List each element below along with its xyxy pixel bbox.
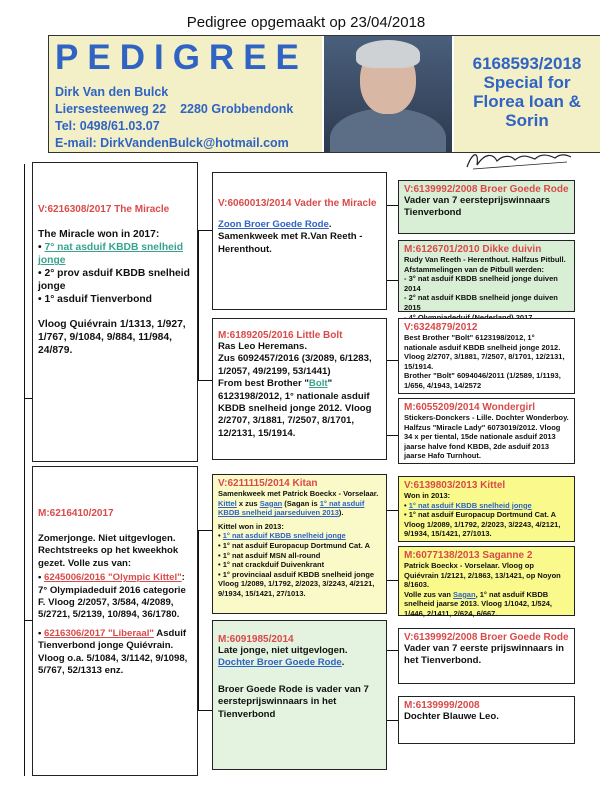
sds-ring: V:6324879/2012 <box>404 322 478 333</box>
sire-bullet-3: • 1° asduif Tienverbond <box>38 294 152 306</box>
dam-sire-win-4: • 1° nat crackduif Duivenkrant <box>218 560 325 570</box>
sire-sire-link[interactable]: Zoon Broer Goede Rode <box>218 219 329 230</box>
breeder-phone: Tel: 0498/61.03.07 <box>55 119 160 133</box>
dsd-line-1: Patrick Boeckx - Vorselaar. Vloog op Quiévrain 1/2121, 2/1863, 13/1421, op Noyon 8/1603. <box>404 561 561 590</box>
dam-dam-box <box>212 620 387 770</box>
sdd-line-2: Halfzus "Miracle Lady" 6073019/2012. Vloog 34 x per tiental, 15de nationale asduif 2013 jaarse halve fond KBDB, 2de asduif 2013 jaarse Hafo Turnhout. <box>404 422 561 461</box>
tree-line-ss <box>198 230 212 231</box>
tree-line-ds <box>198 530 212 531</box>
dam-sire-win-2: • 1° nat asduif Europacup Dortmund Cat. A <box>218 540 371 550</box>
dss-box <box>398 476 575 542</box>
dam-bullet-2: • 6216306/2017 "Liberaal" Asduif Tienverbond jonge Quiévrain. Vloog o.a. 5/1084, 3/1142, 9/1098, 5/767, 52/1313 enz. <box>38 627 188 677</box>
dam-dam-line-2: Broer Goede Rode is vader van 7 eersteprijswinnaars in het Tienverbond <box>218 683 369 720</box>
dam-sire-win-1: • 1° nat asduif KBDB snelheid jonge <box>218 531 346 541</box>
dam-sire-won-head: Kittel won in 2013: <box>218 521 284 531</box>
ssd-line-4: - 2° nat asduif KBDB snelheid jonge duiven 2015 <box>404 293 558 312</box>
dam-sire-sagan-link[interactable]: Sagan <box>259 498 283 508</box>
sds-line-1: Best Brother "Bolt" 6123198/2012, 1° nationale asduif KBDB snelheid jonge 2012. Vloog 2/2707, 3/1881, 7/2507, 8/1701, 12/2131, 15/1914. <box>404 333 565 371</box>
sdd-line-1: Stickers-Donckers - Lille. Dochter Wonderboy. <box>404 413 569 422</box>
sire-bullet-2-text: 2° prov asduif KBDB snelheid jonge <box>38 268 190 293</box>
dam-bullet-2-link[interactable]: 6216306/2017 "Liberaal" <box>44 627 154 639</box>
breeder-street: Liersesteenweg 22 <box>55 102 167 116</box>
ssd-ring: M:6126701/2010 Dikke duivin <box>404 244 542 255</box>
sire-bullet-1: • 7° nat asduif KBDB snelheid jonge <box>38 242 184 267</box>
dss-bullet-1: • 1° nat asduif KBDB snelheid jonge <box>404 500 532 510</box>
sdd-ring: M:6055209/2014 Wondergirl <box>404 402 535 413</box>
tree-line-ssd <box>387 280 398 281</box>
breeder-email: E-mail: DirkVandenBulck@hotmail.com <box>55 136 289 150</box>
dss-races: Vloog 1/2089, 1/1792, 2/2023, 3/2243, 4/2121, 9/1934, 15/1421, 27/1013. <box>404 519 561 539</box>
tree-line-dam-branch <box>198 530 199 710</box>
sdd-box <box>398 398 575 464</box>
dam-sire-win-1-link[interactable]: 1° nat asduif KBDB snelheid jonge <box>222 531 346 541</box>
dss-line-1: Won in 2013: <box>404 491 451 500</box>
dam-description: Zomerjonge. Niet uitgevlogen. Rechtstreeks op het kweekhok gezet. Volle zus van: <box>38 533 179 569</box>
breeder-name: Dirk Van den Bulck <box>55 85 169 99</box>
sire-bullet-1-link[interactable]: 7° nat asduif KBDB snelheid jonge <box>38 242 184 267</box>
dam-sire-box <box>212 474 387 614</box>
dss-bullet-2-text: 1° nat asduif Europacup Dortmund Cat. A <box>408 510 557 520</box>
tree-line-sds <box>387 360 398 361</box>
sire-headline: The Miracle won in 2017: <box>38 229 160 240</box>
sire-ring: V:6216308/2017 The Miracle <box>38 204 170 215</box>
sire-dam-bolt-link[interactable]: Bolt <box>308 378 328 390</box>
sire-dam-ring: M:6189205/2016 Little Bolt <box>218 330 343 341</box>
sss-ring: V:6139992/2008 Broer Goede Rode <box>404 184 569 195</box>
dam-sire-win-2-text: 1° nat asduif Europacup Dortmund Cat. A <box>222 540 371 550</box>
dam-dam-line-1: Late jonge, niet uitgevlogen. <box>218 645 348 656</box>
sire-dam-line-1: Ras Leo Heremans. <box>218 341 308 352</box>
sire-sire-ring: V:6060013/2014 Vader the Miracle <box>218 198 377 209</box>
dam-sire-win-3: • 1° nat asduif MSN all-round <box>218 550 321 560</box>
tree-line-sss <box>387 205 398 206</box>
dsd-line-2b: , 1° nat asduif KBDB snelheid jaarse 2013. Vloog 1/1042, 1/524, 1/446, 2/1411, 2/624, 6/667. <box>404 589 553 618</box>
special-line-1: Special for <box>483 73 571 92</box>
special-line-3: Sorin <box>505 111 549 130</box>
dsd-sagan-link[interactable]: Sagan <box>453 589 476 599</box>
sire-races: Vloog Quiévrain 1/1313, 1/927, 1/767, 9/1084, 9/884, 11/984, 24/879. <box>38 319 186 357</box>
tree-line-dd <box>198 710 212 711</box>
dsd-ring: M:6077138/2013 Saganne 2 <box>404 550 533 561</box>
dam-sire-line-2f: ). <box>338 508 344 518</box>
tree-line-dsd <box>387 580 398 581</box>
ddd-box <box>398 696 575 744</box>
dam-dam-ring: M:6091985/2014 <box>218 634 294 645</box>
ssd-line-3: - 3° nat asduif KBDB snelheid jonge duiven 2014 <box>404 274 558 293</box>
tree-line-sd <box>198 380 212 381</box>
dds-box <box>398 628 575 684</box>
breeder-city: 2280 Grobbendonk <box>180 102 294 116</box>
dam-dam-link-line: Dochter Broer Goede Rode. <box>218 657 345 669</box>
tree-line-sire-branch <box>198 230 199 380</box>
dam-sire-line-2 <box>218 499 381 518</box>
dsd-line-2a: Volle zus van <box>404 589 454 599</box>
ssd-box <box>398 240 575 312</box>
sire-dam-line-2: Zus 6092457/2016 (3/2089, 6/1283, 1/2057, 49/2199, 53/1441) <box>218 353 372 377</box>
dam-dam-link[interactable]: Dochter Broer Goede Rode <box>218 657 342 669</box>
sire-dam-box <box>212 318 387 460</box>
sds-line-2: Brother "Bolt" 6094046/2011 (1/2589, 1/1193, 1/656, 4/1943, 14/2572 <box>404 371 561 390</box>
sire-sire-box <box>212 172 387 310</box>
ddd-text: Dochter Blauwe Leo. <box>404 711 499 722</box>
breeder-info <box>49 36 322 152</box>
dam-sire-sagan-title-link[interactable]: 1° nat asduif KBDB snelheid jaarseduiven 2013 <box>218 498 365 518</box>
brand-title: PEDIGREE <box>55 38 308 77</box>
page-title: Pedigree opgemaakt op 23/04/2018 <box>186 14 426 31</box>
tree-line-sdd <box>387 435 398 436</box>
dam-sire-ring: V:6211115/2014 Kitan <box>218 478 318 489</box>
dam-sire-win-5-text: 1° provinciaal asduif KBDB snelheid jonge <box>222 569 375 579</box>
breeder-photo <box>324 36 452 152</box>
sss-box <box>398 180 575 234</box>
dam-box <box>32 466 198 776</box>
sire-sire-text: Samenkweek met R.Van Reeth - Herenthout. <box>218 231 363 255</box>
photo-body <box>330 108 446 152</box>
tree-line-gen1-b <box>24 620 32 621</box>
dss-ring: V:6139803/2013 Kittel <box>404 480 506 491</box>
ring-info <box>454 36 600 152</box>
sss-text: Vader van 7 eersteprijswinnaars Tienverbond <box>404 195 551 219</box>
dsd-line-2 <box>404 590 569 619</box>
tree-line-gen1-a <box>24 398 32 399</box>
ssd-line-1: Rudy Van Reeth - Herenthout. Halfzus Pitbull. <box>404 255 566 264</box>
dds-ring: V:6139992/2008 Broer Goede Rode <box>404 632 569 643</box>
sire-dam-line-3a: From best Brother " <box>218 378 309 390</box>
dam-sire-line-2d: (Sagan is <box>282 498 320 508</box>
dam-bullet-1: • 6245006/2016 "Olympic Kittel": 7° Olympiadeduif 2016 categorie F. Vloog 2/2057, 3/584, 4/2089, 5/2721, 5/2139, 10/894, 36/1780. <box>38 572 186 621</box>
dam-sire-kittel-link[interactable]: Kittel <box>218 498 237 508</box>
ssd-line-2: Afstammelingen van de Pitbull werden: <box>404 264 545 274</box>
dsd-box <box>398 546 575 616</box>
dss-bullet-1-link[interactable]: 1° nat asduif KBDB snelheid jonge <box>408 500 532 510</box>
dam-sire-win-5: • 1° provinciaal asduif KBDB snelheid jonge <box>218 569 375 579</box>
dam-bullet-2-text: Asduif Tienverbond jonge Quiévrain. Vloog o.a. 5/1084, 3/1142, 9/1098, 5/767, 52/1313 enz. <box>38 627 188 677</box>
dam-sire-win-4-text: 1° nat crackduif Duivenkrant <box>222 560 325 570</box>
tree-line-left <box>24 164 25 776</box>
dam-bullet-1-link[interactable]: 6245006/2016 "Olympic Kittel" <box>44 572 182 584</box>
tree-line-dds <box>387 650 398 651</box>
breeder-address <box>55 101 316 118</box>
special-line-2: Florea Ioan & <box>473 92 581 111</box>
dds-text: Vader van 7 eerste prijswinnaars in het Tienverbond. <box>404 643 564 667</box>
ddd-ring: M:6139999/2008 <box>404 700 480 711</box>
sire-bullet-2: • 2° prov asduif KBDB snelheid jonge <box>38 268 190 293</box>
dam-sire-win-3-text: 1° nat asduif MSN all-round <box>222 550 321 560</box>
pigeon-ring-number: 6168593/2018 <box>472 54 582 73</box>
sire-bullet-3-text: 1° asduif Tienverbond <box>44 294 152 306</box>
sire-sire-link-line: Zoon Broer Goede Rode. <box>218 219 332 230</box>
sds-box <box>398 318 575 394</box>
sire-dam-line-3b: " 6123198/2012, 1° nationale asduif KBDB snelheid jonge 2012. Vloog 2/2707, 3/1881, 7/2507, 8/1701, 12/2131, 15/1914. <box>218 378 372 439</box>
dam-bullet-1-text: 7° Olympiadeduif 2016 categorie F. Vloog 2/2057, 3/584, 4/2089, 5/2721, 5/2139, 10/894, 36/1780. <box>38 584 186 621</box>
dam-sire-races: Vloog 1/2089, 1/1792, 2/2023, 3/2243, 4/2121, 9/1934, 15/1421, 27/1013. <box>218 579 375 598</box>
dam-ring: M:6216410/2017 <box>38 508 114 519</box>
sire-box <box>32 162 198 462</box>
dss-bullet-2: • 1° nat asduif Europacup Dortmund Cat. A <box>404 510 557 520</box>
dam-sire-line-2b: x zus <box>236 498 260 508</box>
header-banner <box>48 35 600 153</box>
tree-line-dss <box>387 510 398 511</box>
sire-dam-line-3 <box>218 378 381 440</box>
photo-hair <box>356 40 420 68</box>
signature-image <box>463 147 575 173</box>
tree-line-ddd <box>387 720 398 721</box>
dam-sire-line-1: Samenkweek met Patrick Boeckx - Vorselaar. <box>218 489 379 498</box>
